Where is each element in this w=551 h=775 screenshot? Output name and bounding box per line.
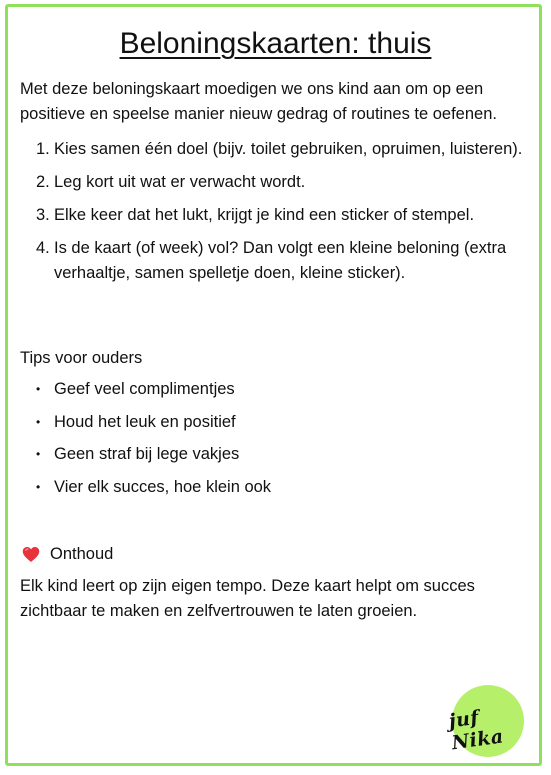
step-number: 1. xyxy=(36,140,50,158)
list-item xyxy=(36,442,271,467)
bullet-icon: • xyxy=(36,414,41,429)
list-item xyxy=(36,170,526,195)
page-title: Beloningskaarten: thuis xyxy=(119,27,432,60)
bullet-icon: • xyxy=(36,382,41,396)
step-number: 3. xyxy=(36,206,50,224)
step-text: Elke keer dat het lukt, krijgt je kind een sticker of stempel. xyxy=(54,206,475,224)
list-item xyxy=(36,475,271,500)
bullet-icon: • xyxy=(36,447,41,461)
remember-heading xyxy=(22,542,113,567)
list-item xyxy=(36,137,526,162)
list-item xyxy=(36,203,526,228)
step-text: Leg kort uit wat er verwacht wordt. xyxy=(54,173,306,191)
step-number: 2. xyxy=(36,173,50,191)
step-number: 4. xyxy=(36,239,50,257)
step-text: Kies samen één doel (bijv. toilet gebruiken, opruimen, luisteren). xyxy=(54,140,523,158)
list-item xyxy=(36,377,271,402)
closing-paragraph: Elk kind leert op zijn eigen tempo. Deze kaart helpt om succes zichtbaar te maken en zelfvertrouwen te laten groeien. xyxy=(20,577,475,620)
bullet-icon: • xyxy=(36,479,41,494)
heart-icon xyxy=(22,546,40,563)
steps-list xyxy=(36,137,526,294)
step-text: Is de kaart (of week) vol? Dan volgt een kleine beloning (extra verhaaltje, samen spelletje doen, kleine sticker). xyxy=(54,239,507,282)
tip-text: Vier elk succes, hoe klein ook xyxy=(54,477,272,496)
tips-heading: Tips voor ouders xyxy=(20,349,143,367)
tip-text: Geen straf bij lege vakjes xyxy=(54,445,240,463)
intro-paragraph: Met deze beloningskaart moedigen we ons kind aan om op een positieve en speelse manier nieuw gedrag of routines te oefenen. xyxy=(20,80,497,123)
tips-list xyxy=(36,377,271,507)
remember-label: Onthoud xyxy=(50,545,114,563)
logo: juf Nika xyxy=(447,706,506,755)
list-item xyxy=(36,410,271,435)
tip-text: Geef veel complimentjes xyxy=(54,380,235,398)
list-item xyxy=(36,236,526,286)
tip-text: Houd het leuk en positief xyxy=(54,412,236,431)
